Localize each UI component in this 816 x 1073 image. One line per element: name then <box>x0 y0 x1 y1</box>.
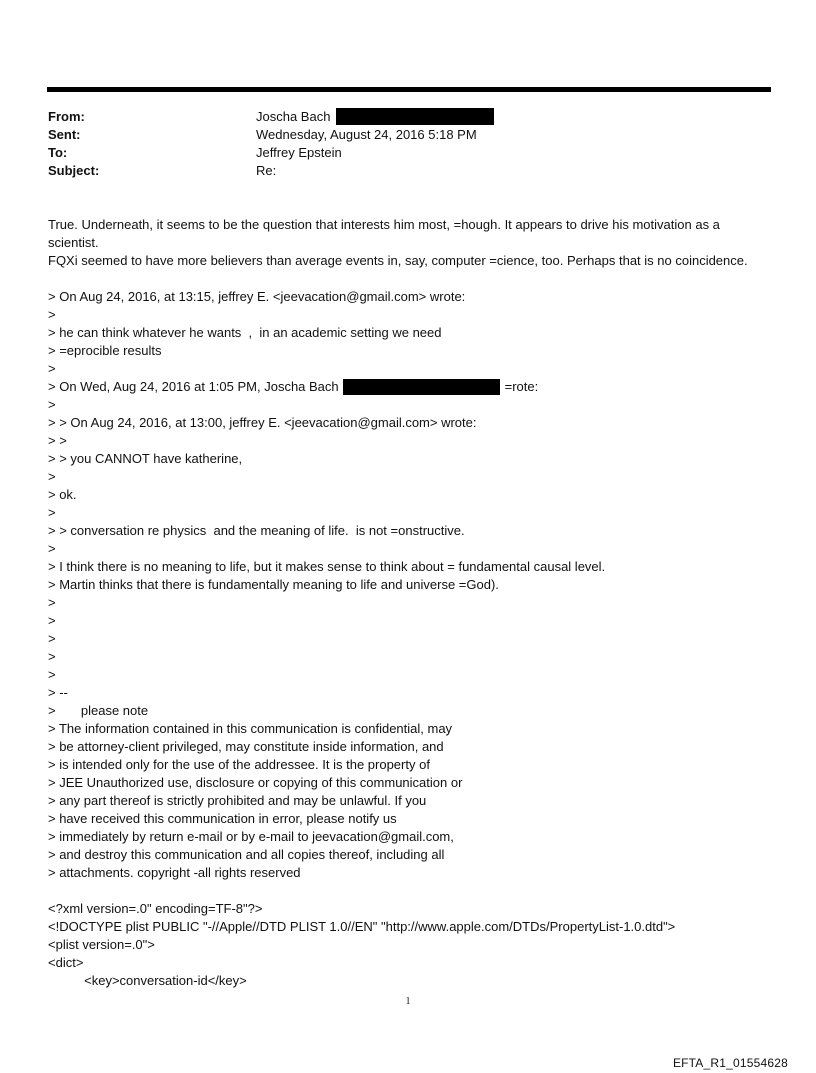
document-id: EFTA_R1_01554628 <box>672 1056 788 1070</box>
quoted-line: > > conversation re physics and the meaning of life. is not =onstructive. <box>48 523 465 538</box>
blank-line <box>48 270 778 288</box>
redaction-box <box>336 108 494 125</box>
quoted-line: > <box>48 541 56 556</box>
quoted-line: > ok. <box>48 487 77 502</box>
page-number: 1 <box>405 996 411 1007</box>
xml-line: <key>conversation-id</key> <box>48 973 247 988</box>
disclaimer-line: > attachments. copyright -all rights reserved <box>48 865 301 880</box>
disclaimer-line: > and destroy this communication and all copies thereof, including all <box>48 847 445 862</box>
disclaimer-line: > any part thereof is strictly prohibited and may be unlawful. If you <box>48 793 427 808</box>
quoted-line: > -- <box>48 685 68 700</box>
from-value: Joscha Bach <box>256 109 331 124</box>
from-label: From: <box>48 109 85 124</box>
quoted-line: > <box>48 361 56 376</box>
quoted-line: > <box>48 595 56 610</box>
quoted-line: > > On Aug 24, 2016, at 13:00, jeffrey E. <jeevacation@gmail.com> wrote: <box>48 415 477 430</box>
body-line: scientist. <box>48 235 99 250</box>
disclaimer-line: > be attorney-client privileged, may constitute inside information, and <box>48 739 444 754</box>
email-body <box>48 216 778 990</box>
xml-line: <plist version=.0"> <box>48 937 155 952</box>
blank-line <box>48 882 778 900</box>
disclaimer-line: > have received this communication in error, please notify us <box>48 811 397 826</box>
quoted-line: > On Aug 24, 2016, at 13:15, jeffrey E. <jeevacation@gmail.com> wrote: <box>48 289 466 304</box>
quoted-line: > he can think whatever he wants , in an academic setting we need <box>48 325 442 340</box>
quoted-line <box>48 378 778 396</box>
body-line: True. Underneath, it seems to be the question that interests him most, =hough. It appears to drive his motivation as a <box>48 217 720 232</box>
disclaimer-line: > immediately by return e-mail or by e-mail to jeevacation@gmail.com, <box>48 829 454 844</box>
quoted-line: > <box>48 505 56 520</box>
quoted-line: > I think there is no meaning to life, but it makes sense to think about = fundamental causal level. <box>48 559 606 574</box>
quoted-line: > <box>48 397 56 412</box>
sent-value: Wednesday, August 24, 2016 5:18 PM <box>256 127 477 142</box>
quoted-line: > > you CANNOT have katherine, <box>48 451 243 466</box>
xml-line: <?xml version=.0" encoding=TF-8"?> <box>48 901 263 916</box>
quoted-line: > Martin thinks that there is fundamentally meaning to life and universe =God). <box>48 577 499 592</box>
xml-line: <!DOCTYPE plist PUBLIC "-//Apple//DTD PLIST 1.0//EN" "http://www.apple.com/DTDs/PropertyList-1.0.dtd"> <box>48 919 676 934</box>
disclaimer-line: > JEE Unauthorized use, disclosure or copying of this communication or <box>48 775 463 790</box>
header-rule <box>47 87 771 92</box>
sent-label: Sent: <box>48 127 81 142</box>
disclaimer-line: > is intended only for the use of the addressee. It is the property of <box>48 757 430 772</box>
quoted-line: > please note <box>48 703 149 718</box>
redaction-box <box>343 379 500 395</box>
subject-label: Subject: <box>48 163 100 178</box>
quoted-line: > <box>48 649 56 664</box>
quoted-line: > =eprocible results <box>48 343 162 358</box>
quoted-line: > <box>48 613 56 628</box>
disclaimer-line: > The information contained in this communication is confidential, may <box>48 721 453 736</box>
to-label: To: <box>48 145 68 160</box>
quoted-line: > <box>48 469 56 484</box>
quoted-text: =rote: <box>504 379 539 394</box>
quoted-text: > On Wed, Aug 24, 2016 at 1:05 PM, Joscha Bach <box>48 379 339 394</box>
quoted-line: > <box>48 307 56 322</box>
quoted-line: > > <box>48 433 67 448</box>
body-line: FQXi seemed to have more believers than average events in, say, computer =cience, too. Perhaps that is no coincidence. <box>48 253 748 268</box>
xml-line: <dict> <box>48 955 84 970</box>
subject-value: Re: <box>256 163 277 178</box>
quoted-line: > <box>48 667 56 682</box>
to-value: Jeffrey Epstein <box>256 145 342 160</box>
quoted-line: > <box>48 631 56 646</box>
